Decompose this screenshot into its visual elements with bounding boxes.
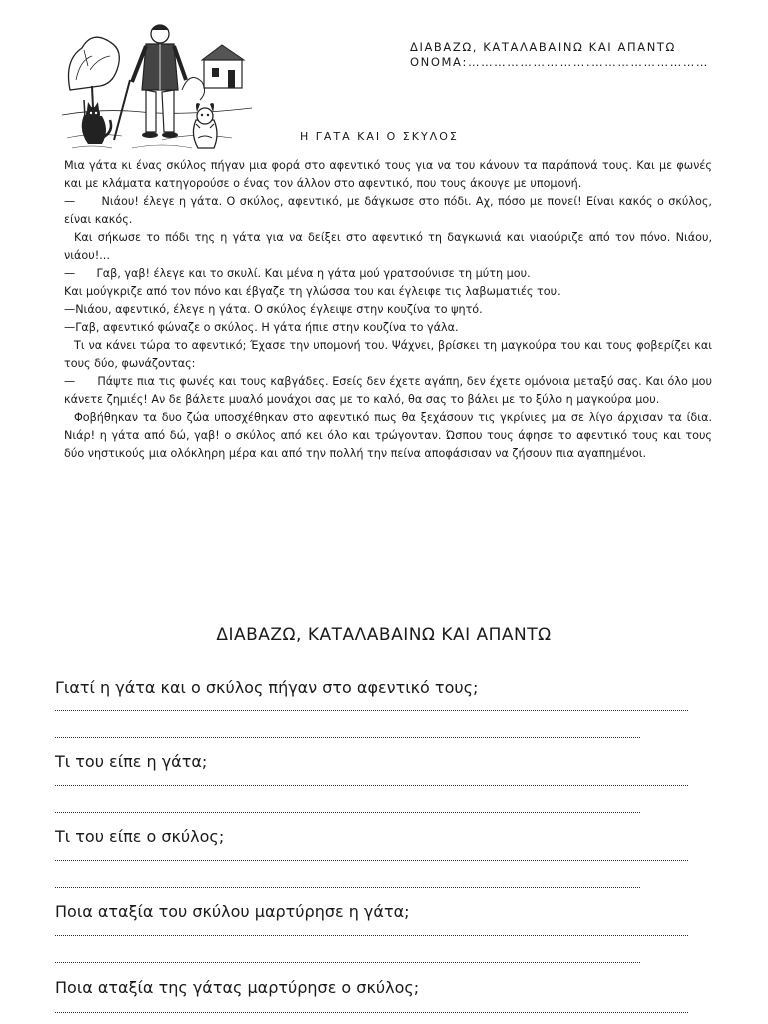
answer-line[interactable] [55,962,640,963]
name-field: ΟΝΟΜΑ:……………………….……………………… [410,55,710,69]
answer-line[interactable] [55,887,640,888]
answer-line[interactable] [55,785,688,786]
answer-line[interactable] [55,710,688,711]
story-paragraph: —Νιάου, αφεντικό, έλεγε η γάτα. Ο σκύλος έγλειψε στην κουζίνα το ψητό. [64,303,483,316]
question-4: Ποια αταξία του σκύλου μαρτύρησε η γάτα; [55,902,410,921]
question-1: Γιατί η γάτα και ο σκύλος πήγαν στο αφεντικό τους; [55,678,479,697]
story-paragraph: — Γαβ, γαβ! έλεγε και το σκυλί. Και μένα η γάτα μού γρατσούνισε τη μύτη μου. [64,267,531,280]
story-paragraph: Και σήκωσε το πόδι της η γάτα για να δείξει στο αφεντικό τη δαγκωνιά και νιαούριζε από τον πόνο. Νιάου, νιάου!... [64,231,712,262]
question-3: Τι του είπε ο σκύλος; [55,827,225,846]
story-text [64,157,716,463]
story-paragraph: — Νιάου! έλεγε η γάτα. Ο σκύλος, αφεντικό, με δάγκωσε στο πόδι. Αχ, πόσο με πονεί! Είναι κακός ο σκύλος, είναι κακός. [64,195,716,226]
story-title: Η ΓΑΤΑ ΚΑΙ Ο ΣΚΥΛΟΣ [300,130,459,143]
answer-line[interactable] [55,1012,688,1013]
worksheet-header [410,40,740,70]
story-paragraph: — Πάψτε πια τις φωνές και τους καβγάδες. Εσείς δεν έχετε αγάπη, δεν έχετε ομόνοια μεταξύ σας. Και όλο μου κάνετε ζημιές! Αν δε βάλετε μυαλό μονάχοι σας με το καλό, θα σας το βάλει με το ξύλο η μαγκούρα μου. [64,375,716,406]
answer-line[interactable] [55,812,640,813]
question-2: Τι του είπε η γάτα; [55,752,208,771]
question-5: Ποια αταξία της γάτας μαρτύρησε ο σκύλος; [55,978,420,997]
answer-line[interactable] [55,737,640,738]
cat-dog-boy-illustration [62,20,252,155]
answer-line[interactable] [55,935,688,936]
story-paragraph: —Γαβ, αφεντικό φώναζε ο σκύλος. Η γάτα ήπιε στην κουζίνα το γάλα. [64,321,459,334]
story-paragraph: Μια γάτα κι ένας σκύλος πήγαν μια φορά στο αφεντικό τους για να του κάνουν τα παράπονά τους. Και με φωνές και με κλάματα κατηγορούσε ο ένας τον άλλον στο αφεντικό, που τους άκουγε με υπομονή. [64,159,712,190]
story-paragraph: Τι να κάνει τώρα το αφεντικό; Έχασε την υπομονή του. Ψάχνει, βρίσκει τη μαγκούρα του και τους φοβερίζει και τους δύο, φωνάζοντας: [64,339,712,370]
story-paragraph: Και μούγκριζε από τον πόνο και έβγαζε τη γλώσσα του και έγλειφε τις λαβωματιές του. [64,285,561,298]
worksheet-title: ΔΙΑΒΑΖΩ, ΚΑΤΑΛΑΒΑΙΝΩ ΚΑΙ ΑΠΑΝΤΩ [216,625,552,645]
answer-line[interactable] [55,860,688,861]
header-title: ΔΙΑΒΑΖΩ, ΚΑΤΑΛΑΒΑΙΝΩ ΚΑΙ ΑΠΑΝΤΩ [410,40,676,54]
story-paragraph: Φοβήθηκαν τα δυο ζώα υποσχέθηκαν στο αφεντικό πως θα ξεχάσουν τις γκρίνιες μα σε λίγο άρχισαν τα ίδια. Νιάρ! η γάτα από δώ, γαβ! ο σκύλος από κει όλο και τρώγονταν. Ώσπου τους άφησε το αφεντικό τους και τους δύο νηστικούς μια ολόκληρη μέρα και από την πολλή την πείνα αποφάσισαν να ζήσουν πια αγαπημένοι. [64,411,712,460]
